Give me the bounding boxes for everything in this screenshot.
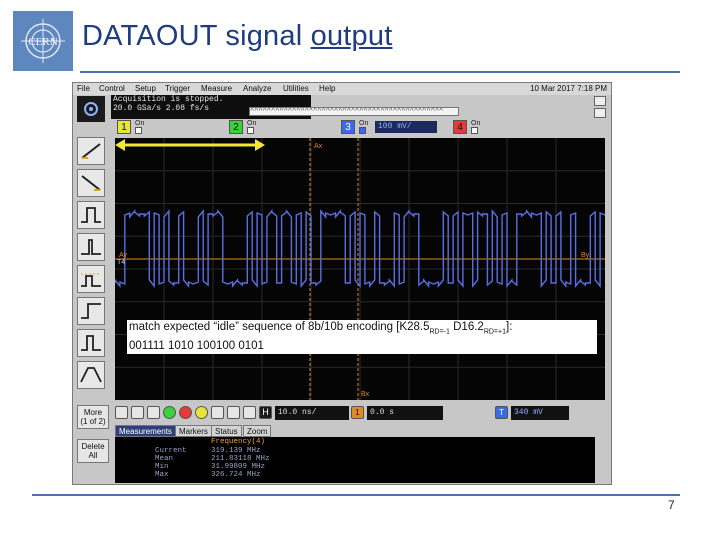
logo-text: CERN [28, 36, 58, 48]
menu-control[interactable]: Control [99, 84, 125, 93]
annotation-suffix: ]: [506, 321, 513, 333]
datetime: 10 Mar 2017 7:18 PM [530, 84, 607, 93]
delay-field[interactable]: 0.0 s [367, 406, 443, 420]
annotation-mid: D16.2 [449, 321, 484, 333]
top-rule [80, 71, 680, 73]
acquisition-line2: 20.0 GSa/s 2.08 fs/s [113, 104, 210, 113]
measurement-header: Frequency(4) [211, 438, 266, 446]
falling-edge-trigger-icon[interactable] [77, 169, 105, 197]
double-arrow-icon [115, 138, 265, 152]
timeout-trigger-icon[interactable] [77, 329, 105, 357]
channel-1-on-label: On [135, 120, 145, 127]
tab-measurements[interactable]: Measurements [115, 425, 176, 437]
transition-trigger-icon[interactable] [77, 361, 105, 389]
layout-icon[interactable] [147, 406, 160, 419]
default-setup-icon[interactable] [227, 406, 240, 419]
setup-hold-trigger-icon[interactable] [77, 297, 105, 325]
tab-zoom[interactable]: Zoom [243, 425, 271, 437]
gear-icon [77, 96, 105, 122]
measurement-label: Mean [155, 455, 174, 463]
marker-ay-label: Ay [119, 252, 128, 259]
channel-3-checkbox[interactable] [359, 127, 366, 134]
channel-3-button[interactable]: 3 [341, 120, 355, 134]
autoscale-icon[interactable] [211, 406, 224, 419]
channel-2-on-label: On [247, 120, 257, 127]
single-icon[interactable] [195, 406, 208, 419]
slide-title [82, 20, 392, 53]
grid-icon[interactable] [131, 406, 144, 419]
measurement-value: 31.99809 MHz [211, 463, 266, 471]
waveform-display[interactable] [115, 138, 605, 400]
tab-status[interactable]: Status [211, 425, 242, 437]
menu-bar [73, 83, 611, 95]
glitch-trigger-icon[interactable] [77, 233, 105, 261]
encoding-annotation [127, 320, 597, 354]
runt-trigger-icon[interactable] [77, 265, 105, 293]
oscilloscope-window [72, 82, 612, 485]
measurement-value: 319.139 MHz [211, 447, 261, 455]
more-label: More [83, 408, 103, 417]
measurement-value: 211.83118 MHz [211, 455, 270, 463]
trigger-label: T [495, 406, 508, 419]
rising-edge-trigger-icon[interactable] [77, 137, 105, 165]
trigger-t4-label: T4 [117, 259, 126, 266]
bottom-rule [32, 494, 680, 496]
delete-label: Delete [81, 442, 105, 451]
marker-bx-label: Bx [361, 391, 370, 398]
channel-3-trace [115, 211, 605, 286]
channel-3-on-label: On [359, 120, 369, 127]
menu-setup[interactable]: Setup [135, 84, 156, 93]
channel-4-checkbox[interactable] [471, 127, 478, 134]
close-button[interactable] [594, 108, 606, 118]
channel-2-checkbox[interactable] [247, 127, 254, 134]
cern-logo-mark [13, 11, 73, 71]
channel-1-checkbox[interactable] [135, 127, 142, 134]
menu-file[interactable]: File [77, 84, 90, 93]
more-sublabel: (1 of 2) [80, 417, 106, 426]
trigger-level-field[interactable]: 340 mV [511, 406, 569, 420]
annotation-prefix: match expected “idle” sequence of 8b/10b encoding [K28.5 [129, 321, 430, 333]
annotation-line2: 001111 1010 100100 0101 [129, 340, 264, 353]
pulse-trigger-icon[interactable] [77, 201, 105, 229]
measurement-row [155, 455, 270, 463]
bottom-toolbar [115, 404, 605, 422]
title-prefix: DATAOUT signal [82, 20, 311, 52]
trigger-mode-icon[interactable] [115, 406, 128, 419]
horizontal-label: H [259, 406, 272, 419]
menu-utilities[interactable]: Utilities [283, 84, 309, 93]
annotation-line1 [129, 320, 595, 339]
measurement-row [155, 471, 261, 479]
clear-display-icon[interactable] [243, 406, 256, 419]
measurement-row [155, 447, 261, 455]
trigger-position-label: 1 [351, 406, 364, 419]
channel-4-on-label: On [471, 120, 481, 127]
measurement-label: Current [155, 447, 187, 455]
measurement-panel [115, 437, 595, 483]
annotation-sub1: RD=-1 [429, 328, 450, 336]
page-number: 7 [668, 498, 675, 512]
channel-2-button[interactable]: 2 [229, 120, 243, 134]
more-button[interactable] [77, 405, 109, 429]
tab-markers[interactable]: Markers [175, 425, 212, 437]
minimize-button[interactable] [594, 96, 606, 106]
delete-all-button[interactable] [77, 439, 109, 463]
timebase-field[interactable]: 10.0 ns/ [275, 406, 349, 420]
measurement-row [155, 463, 266, 471]
run-icon[interactable] [163, 406, 176, 419]
cern-logo [13, 11, 73, 71]
channel-3-scale[interactable]: 100 mV/ [375, 121, 437, 133]
stop-icon[interactable] [179, 406, 192, 419]
measurement-value: 326.724 MHz [211, 471, 261, 479]
acquisition-icon[interactable] [77, 96, 105, 122]
menu-help[interactable]: Help [319, 84, 336, 93]
channel-4-button[interactable]: 4 [453, 120, 467, 134]
marker-ax-label: Ax [314, 143, 323, 150]
channel-1-button[interactable]: 1 [117, 120, 131, 134]
menu-trigger[interactable]: Trigger [165, 84, 191, 93]
menu-analyze[interactable]: Analyze [243, 84, 272, 93]
marker-by-label: By [581, 252, 590, 259]
annotation-sub2: RD=+1 [483, 328, 506, 336]
delete-sublabel: All [88, 451, 98, 460]
measurement-label: Max [155, 471, 169, 479]
acquisition-line1: Acquisition is stopped. [113, 95, 224, 104]
window-buttons [594, 96, 608, 120]
menu-measure[interactable]: Measure [201, 84, 233, 93]
waveform-plot [115, 138, 605, 400]
title-underlined: output [310, 20, 393, 52]
tool-sidebar [75, 137, 107, 399]
acquisition-memory-bar: ^^^^^^^^^^^^^^^^^^^^^^^^^^^^^^^^^^^^^^^^^^^^^^ [249, 107, 459, 116]
measurement-label: Min [155, 463, 169, 471]
